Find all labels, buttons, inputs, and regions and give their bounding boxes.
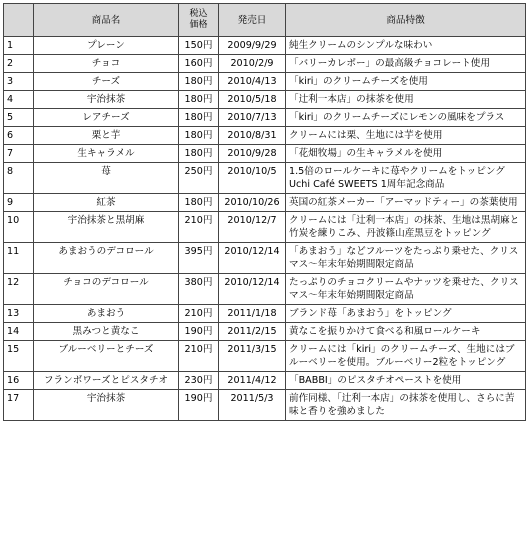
table-row — [4, 212, 526, 243]
row-number: 3 — [4, 73, 34, 91]
product-name: フランボワーズとピスタチオ — [34, 372, 179, 390]
product-features — [286, 274, 526, 305]
release-date: 2011/4/12 — [219, 372, 286, 390]
feature-line: 「花畑牧場」の生キャラメルを使用 — [289, 148, 443, 159]
row-number: 9 — [4, 194, 34, 212]
row-number: 12 — [4, 274, 34, 305]
product-name: あまおうのデコロール — [34, 243, 179, 274]
product-features — [286, 243, 526, 274]
release-date: 2010/7/13 — [219, 109, 286, 127]
feature-line: 「バリーカレボー」の最高級チョコレート使用 — [289, 58, 490, 69]
product-features — [286, 55, 526, 73]
release-date: 2010/5/18 — [219, 91, 286, 109]
product-price: 230円 — [179, 372, 219, 390]
feature-line: 1.5倍のロールケーキに苺やクリームをトッピング — [289, 166, 505, 177]
product-table-container — [3, 3, 526, 421]
release-date: 2011/2/15 — [219, 323, 286, 341]
product-price: 190円 — [179, 323, 219, 341]
product-features — [286, 127, 526, 145]
row-number: 5 — [4, 109, 34, 127]
table-row — [4, 323, 526, 341]
product-price: 210円 — [179, 305, 219, 323]
product-features — [286, 91, 526, 109]
table-row — [4, 194, 526, 212]
product-name: 宇治抹茶 — [34, 91, 179, 109]
product-price: 395円 — [179, 243, 219, 274]
feature-line: 純生クリームのシンプルな味わい — [289, 40, 433, 51]
header-date: 発売日 — [219, 4, 286, 37]
feature-line: 「あまおう」などフルーツをたっぷり乗せた、クリスマス～年末年始期間限定商品 — [289, 246, 519, 270]
product-name: 黒みつと黄なこ — [34, 323, 179, 341]
header-features: 商品特徴 — [286, 4, 526, 37]
release-date: 2011/5/3 — [219, 390, 286, 421]
product-name: チョコ — [34, 55, 179, 73]
feature-line: クリームには栗、生地には芋を使用 — [289, 130, 443, 141]
product-features — [286, 372, 526, 390]
feature-line: たっぷりのチョコクリームやナッツを乗せた、クリスマス～年末年始期間限定商品 — [289, 277, 519, 301]
product-name: 宇治抹茶と黒胡麻 — [34, 212, 179, 243]
product-features — [286, 163, 526, 194]
feature-line: 「kiri」のクリームチーズを使用 — [289, 76, 428, 87]
table-row — [4, 37, 526, 55]
product-name: チョコのデコロール — [34, 274, 179, 305]
row-number: 6 — [4, 127, 34, 145]
feature-line: ブランド苺「あまおう」をトッピング — [289, 308, 452, 319]
product-price: 380円 — [179, 274, 219, 305]
table-row — [4, 91, 526, 109]
product-name: プレーン — [34, 37, 179, 55]
header-price-line2: 価格 — [189, 20, 208, 30]
row-number: 2 — [4, 55, 34, 73]
release-date: 2011/3/15 — [219, 341, 286, 372]
feature-line: クリームには「辻利一本店」の抹茶、生地は黒胡麻と竹炭を練りこみ、丹波篠山産黒豆をトッピング — [289, 215, 520, 239]
product-price: 180円 — [179, 194, 219, 212]
feature-line: 「辻利一本店」の抹茶を使用 — [289, 94, 414, 105]
product-features — [286, 305, 526, 323]
row-number: 10 — [4, 212, 34, 243]
product-features — [286, 212, 526, 243]
table-row — [4, 372, 526, 390]
feature-line: 英国の紅茶メーカー「アーマッドティー」の茶葉使用 — [289, 197, 518, 208]
table-row — [4, 73, 526, 91]
row-number: 1 — [4, 37, 34, 55]
product-name: チーズ — [34, 73, 179, 91]
product-features — [286, 37, 526, 55]
feature-line: Uchi Café SWEETS 1周年記念商品 — [289, 179, 445, 190]
product-price: 210円 — [179, 341, 219, 372]
release-date: 2010/2/9 — [219, 55, 286, 73]
table-row — [4, 145, 526, 163]
release-date: 2010/12/14 — [219, 274, 286, 305]
release-date: 2010/9/28 — [219, 145, 286, 163]
product-table — [3, 3, 526, 421]
product-name: レアチーズ — [34, 109, 179, 127]
product-price: 150円 — [179, 37, 219, 55]
table-row — [4, 390, 526, 421]
table-row — [4, 109, 526, 127]
release-date: 2011/1/18 — [219, 305, 286, 323]
product-features — [286, 341, 526, 372]
product-name: 栗と芋 — [34, 127, 179, 145]
release-date: 2010/10/26 — [219, 194, 286, 212]
product-price: 160円 — [179, 55, 219, 73]
product-name: 苺 — [34, 163, 179, 194]
table-row — [4, 243, 526, 274]
product-name: あまおう — [34, 305, 179, 323]
product-price: 250円 — [179, 163, 219, 194]
product-features — [286, 323, 526, 341]
product-features — [286, 109, 526, 127]
release-date: 2010/8/31 — [219, 127, 286, 145]
header-no — [4, 4, 34, 37]
product-price: 190円 — [179, 390, 219, 421]
release-date: 2010/4/13 — [219, 73, 286, 91]
row-number: 17 — [4, 390, 34, 421]
feature-line: 黄なこを振りかけて食べる和風ロールケーキ — [289, 326, 481, 337]
row-number: 11 — [4, 243, 34, 274]
product-price: 180円 — [179, 73, 219, 91]
feature-line: クリームには「kiri」のクリームチーズ、生地にはブルーベリーを使用。ブルーベリー2粒をトッピング — [289, 344, 515, 368]
table-row — [4, 55, 526, 73]
product-price: 210円 — [179, 212, 219, 243]
product-features — [286, 145, 526, 163]
table-row — [4, 341, 526, 372]
product-price: 180円 — [179, 145, 219, 163]
feature-line: 前作同様、「辻利一本店」の抹茶を使用し、さらに苦味と香りを強めました — [289, 393, 515, 417]
product-name: 紅茶 — [34, 194, 179, 212]
header-name: 商品名 — [34, 4, 179, 37]
product-features — [286, 194, 526, 212]
row-number: 15 — [4, 341, 34, 372]
table-body — [4, 37, 526, 421]
release-date: 2010/10/5 — [219, 163, 286, 194]
table-row — [4, 127, 526, 145]
header-price — [179, 4, 219, 37]
row-number: 7 — [4, 145, 34, 163]
product-features — [286, 390, 526, 421]
header-price-line1: 税込 — [189, 9, 208, 19]
row-number: 16 — [4, 372, 34, 390]
header-row — [4, 4, 526, 37]
product-name: 生キャラメル — [34, 145, 179, 163]
product-name: ブルーベリーとチーズ — [34, 341, 179, 372]
row-number: 13 — [4, 305, 34, 323]
release-date: 2010/12/7 — [219, 212, 286, 243]
product-price: 180円 — [179, 109, 219, 127]
product-features — [286, 73, 526, 91]
product-price: 180円 — [179, 91, 219, 109]
product-name: 宇治抹茶 — [34, 390, 179, 421]
row-number: 4 — [4, 91, 34, 109]
table-row — [4, 305, 526, 323]
release-date: 2010/12/14 — [219, 243, 286, 274]
release-date: 2009/9/29 — [219, 37, 286, 55]
feature-line: 「BABBI」のピスタチオペーストを使用 — [289, 375, 462, 386]
table-row — [4, 163, 526, 194]
row-number: 8 — [4, 163, 34, 194]
row-number: 14 — [4, 323, 34, 341]
feature-line: 「kiri」のクリームチーズにレモンの風味をプラス — [289, 112, 505, 123]
table-row — [4, 274, 526, 305]
product-price: 180円 — [179, 127, 219, 145]
